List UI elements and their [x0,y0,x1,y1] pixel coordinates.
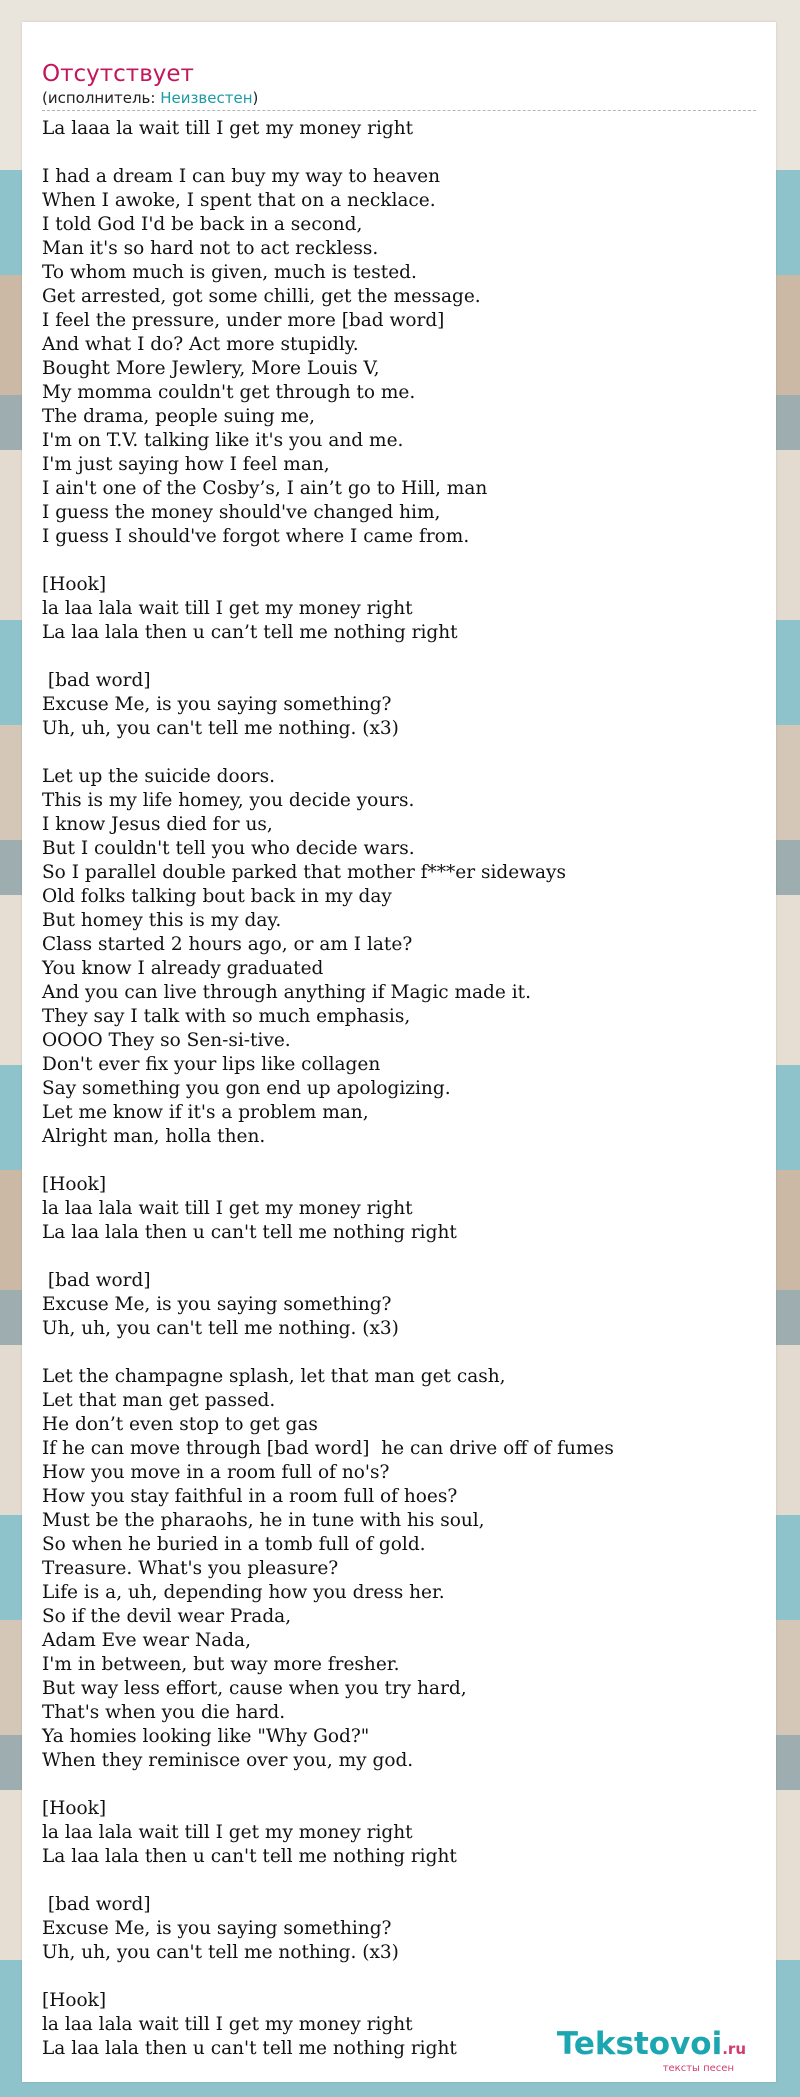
lyrics-line: Excuse Me, is you saying something? [42,694,392,715]
lyrics-line: Say something you gon end up apologizing. [42,1078,451,1099]
lyrics-line: You know I already graduated [42,958,324,979]
lyrics-spacer [42,1773,756,1797]
lyrics-card [22,22,776,2082]
lyrics-line: Class started 2 hours ago, or am I late? [42,934,413,955]
lyrics-line: So I parallel double parked that mother f***er sideways [42,862,566,883]
lyrics-line: Let the champagne splash, let that man get cash, [42,1366,506,1387]
lyrics-line: la laa lala wait till I get my money right [42,598,413,619]
lyrics-line: I'm just saying how I feel man, [42,454,330,475]
lyrics-line: Uh, uh, you can't tell me nothing. (x3) [42,718,399,739]
lyrics-line: La laa lala then u can't tell me nothing right [42,2038,457,2059]
lyrics-line: Old folks talking bout back in my day [42,886,392,907]
lyrics-line: I'm on T.V. talking like it's you and me. [42,430,404,451]
lyrics-line: And you can live through anything if Magic made it. [42,982,531,1003]
lyrics-spacer [42,141,756,165]
lyrics-line: Must be the pharaohs, he in tune with his soul, [42,1510,485,1531]
lyrics-line: Adam Eve wear Nada, [42,1630,251,1651]
lyrics-spacer [42,1245,756,1269]
lyrics-line: [Hook] [42,1174,107,1195]
logo-tagline: тексты песен [662,2063,734,2074]
lyrics-line: How you move in a room full of no's? [42,1462,390,1483]
logo-text: Tekstovoi [556,2026,723,2062]
lyrics-line: But homey this is my day. [42,910,282,931]
lyrics-line: [Hook] [42,1798,107,1819]
song-title: Отсутствует [42,61,194,87]
lyrics-line: I know Jesus died for us, [42,814,273,835]
lyrics-line: Get arrested, got some chilli, get the message. [42,286,481,307]
lyrics-line: [bad word] [42,1894,151,1915]
lyrics-line: OOOO They so Sen-si-tive. [42,1030,291,1051]
lyrics-line: If he can move through [bad word] he can drive off of fumes [42,1438,614,1459]
lyrics-line: He don’t even stop to get gas [42,1414,318,1435]
lyrics-line: This is my life homey, you decide yours. [42,790,415,811]
lyrics-line: La laa lala then u can't tell me nothing right [42,1222,457,1243]
lyrics-spacer [42,645,756,669]
lyrics-line: Let me know if it's a problem man, [42,1102,369,1123]
lyrics-line: Let up the suicide doors. [42,766,275,787]
lyrics-line: How you stay faithful in a room full of hoes? [42,1486,458,1507]
lyrics-line: So when he buried in a tomb full of gold. [42,1534,426,1555]
lyrics-line: I feel the pressure, under more [bad word] [42,310,445,331]
lyrics-line: Man it's so hard not to act reckless. [42,238,379,259]
lyrics-line: The drama, people suing me, [42,406,315,427]
performer-suffix: ) [252,89,259,107]
lyrics-line: La laa lala then u can’t tell me nothing right [42,622,458,643]
lyrics-line: When they reminisce over you, my god. [42,1750,414,1771]
lyrics-line: Ya homies looking like "Why God?" [42,1726,370,1747]
lyrics-line: Alright man, holla then. [42,1126,266,1147]
lyrics-line: And what I do? Act more stupidly. [42,334,359,355]
lyrics-line: Uh, uh, you can't tell me nothing. (x3) [42,1942,399,1963]
lyrics-line: La laa lala then u can't tell me nothing right [42,1846,457,1867]
lyrics-line: I had a dream I can buy my way to heaven [42,166,441,187]
lyrics-line: Treasure. What's you pleasure? [42,1558,339,1579]
lyrics-line: I'm in between, but way more fresher. [42,1654,400,1675]
lyrics-line: la laa lala wait till I get my money right [42,1198,413,1219]
lyrics-body [42,117,756,2061]
lyrics-line: Let that man get passed. [42,1390,276,1411]
performer-line [42,88,756,111]
lyrics-line: I guess I should've forgot where I came from. [42,526,470,547]
lyrics-line: [bad word] [42,1270,151,1291]
lyrics-line: I guess the money should've changed him, [42,502,441,523]
logo-tld: .ru [722,2040,746,2058]
lyrics-line: I ain't one of the Cosby’s, I ain’t go to Hill, man [42,478,488,499]
lyrics-line: I told God I'd be back in a second, [42,214,363,235]
lyrics-line: That's when you die hard. [42,1702,286,1723]
lyrics-line: [bad word] [42,670,151,691]
lyrics-spacer [42,1965,756,1989]
lyrics-line: Excuse Me, is you saying something? [42,1294,392,1315]
lyrics-spacer [42,1869,756,1893]
lyrics-line: Life is a, uh, depending how you dress her. [42,1582,445,1603]
lyrics-line: Bought More Jewlery, More Louis V, [42,358,380,379]
lyrics-spacer [42,741,756,765]
lyrics-line: Uh, uh, you can't tell me nothing. (x3) [42,1318,399,1339]
performer-prefix: (исполнитель: [42,89,161,107]
lyrics-line: So if the devil wear Prada, [42,1606,292,1627]
lyrics-line: la laa lala wait till I get my money right [42,1822,413,1843]
lyrics-spacer [42,1341,756,1365]
lyrics-line: My momma couldn't get through to me. [42,382,416,403]
lyrics-line: Excuse Me, is you saying something? [42,1918,392,1939]
lyrics-line: Don't ever fix your lips like collagen [42,1054,381,1075]
lyrics-line: But way less effort, cause when you try hard, [42,1678,467,1699]
lyrics-spacer [42,549,756,573]
lyrics-line: [Hook] [42,574,107,595]
lyrics-line: But I couldn't tell you who decide wars. [42,838,415,859]
lyrics-line: [Hook] [42,1990,107,2011]
lyrics-spacer [42,1149,756,1173]
site-logo[interactable] [557,2027,746,2074]
lyrics-line: When I awoke, I spent that on a necklace. [42,190,436,211]
performer-link[interactable]: Неизвестен [160,89,253,107]
lyrics-line: They say I talk with so much emphasis, [42,1006,411,1027]
lyrics-line: la laa lala wait till I get my money right [42,2014,413,2035]
lyrics-line: La laaa la wait till I get my money right [42,118,414,139]
lyrics-line: To whom much is given, much is tested. [42,262,417,283]
